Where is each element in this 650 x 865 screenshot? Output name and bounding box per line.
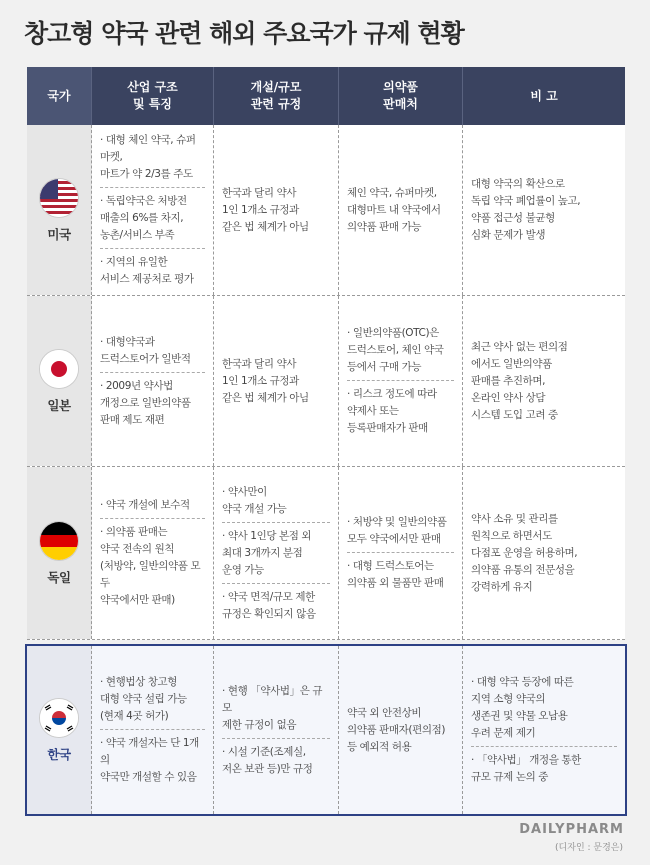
table-row-korea bbox=[25, 644, 627, 816]
list-item: · 시설 기준(조제실, 저온 보관 등)만 규정 bbox=[222, 745, 313, 775]
list-item: · 대형약국과 드럭스토어가 일반적 bbox=[100, 332, 205, 373]
table-row-germany bbox=[27, 467, 625, 640]
list-item: · 리스크 정도에 따라 약제사 또는 등록판매자가 판매 bbox=[347, 388, 437, 434]
country-cell bbox=[27, 646, 92, 814]
table-header bbox=[27, 67, 625, 125]
list-item: · 2009년 약사법 개정으로 일반의약품 판매 제도 재편 bbox=[100, 379, 191, 426]
opening-rules-cell bbox=[214, 296, 339, 466]
list-item: · 대형 드럭스토어는 의약품 외 물품만 판매 bbox=[347, 560, 444, 589]
country-name: 미국 bbox=[47, 226, 71, 242]
cell-text: 체인 약국, 슈퍼마켓, 대형마트 내 약국에서 의약품 판매 가능 bbox=[347, 186, 441, 233]
sellers-cell bbox=[339, 646, 463, 814]
sellers-cell bbox=[339, 296, 463, 466]
list-item: · 처방약 및 일반의약품 모두 약국에서만 판매 bbox=[347, 512, 454, 553]
sellers-cell bbox=[339, 125, 463, 295]
industry-structure-cell bbox=[92, 467, 214, 639]
list-item: · 현행법상 창고형 대형 약국 설립 가능 (현재 4곳 허가) bbox=[100, 672, 205, 730]
list-item: · 대형 약국 등장에 따른 지역 소형 약국의 생존권 및 약물 오남용 우려 문제 제기 bbox=[471, 672, 617, 747]
regulation-table bbox=[27, 67, 625, 816]
country-cell bbox=[27, 467, 92, 639]
cell-text: 최근 약사 없는 편의점 에서도 일반의약품 판매를 추진하며, 온라인 약사 상담 시스템 도입 고려 중 bbox=[471, 340, 568, 421]
dailypharm-logo: DAILYPHARM bbox=[519, 822, 624, 837]
industry-structure-cell bbox=[92, 646, 214, 814]
country-cell bbox=[27, 125, 92, 295]
list-item: · 일반의약품(OTC)은 드럭스토어, 체인 약국 등에서 구매 가능 bbox=[347, 323, 454, 381]
country-name: 일본 bbox=[47, 397, 71, 413]
list-item: · 지역의 유일한 서비스 제공처로 평가 bbox=[100, 256, 194, 285]
cell-text: 대형 약국의 확산으로 독립 약국 폐업률이 높고, 약품 접근성 불균형 심화 문제가 발생 bbox=[471, 178, 581, 241]
country-name: 독일 bbox=[47, 569, 71, 585]
list-item: · 현행 「약사법」은 규모 제한 규정이 없음 bbox=[222, 681, 330, 739]
list-item: · 약사만이 약국 개설 가능 bbox=[222, 482, 330, 523]
sellers-cell bbox=[339, 467, 463, 639]
cell-text: 한국과 달리 약사 1인 1개소 규정과 같은 법 체계가 아님 bbox=[222, 186, 309, 233]
table-row-usa bbox=[27, 125, 625, 296]
industry-structure-cell bbox=[92, 125, 214, 295]
opening-rules-cell bbox=[214, 125, 339, 295]
list-item: · 「약사법」 개정을 통한 규모 규제 논의 중 bbox=[471, 754, 581, 783]
design-credit: (디자인 : 문경은) bbox=[555, 843, 623, 853]
header-sellers: 의약품 판매처 bbox=[339, 67, 463, 125]
list-item: · 약국 면적/규모 제한 규정은 확인되지 않음 bbox=[222, 590, 316, 620]
list-item: · 약국 개설에 보수적 bbox=[100, 495, 205, 519]
us-flag-icon bbox=[39, 178, 79, 218]
page-title: 창고형 약국 관련 해외 주요국가 규제 현황 bbox=[24, 19, 464, 48]
notes-cell bbox=[463, 296, 625, 466]
header-country: 국가 bbox=[27, 67, 92, 125]
header-notes: 비 고 bbox=[530, 88, 558, 103]
country-name: 한국 bbox=[47, 746, 71, 762]
korea-flag-icon bbox=[39, 698, 79, 738]
header-industry-structure: 산업 구조 및 특징 bbox=[92, 67, 214, 125]
germany-flag-icon bbox=[39, 521, 79, 561]
list-item: · 대형 체인 약국, 슈퍼마켓, 마트가 약 2/3를 주도 bbox=[100, 130, 205, 188]
industry-structure-cell bbox=[92, 296, 214, 466]
notes-cell bbox=[463, 467, 625, 639]
japan-flag-icon bbox=[39, 349, 79, 389]
list-item: · 의약품 판매는 약국 전속의 원칙 (처방약, 일반의약품 모두 약국에서만 판매) bbox=[100, 526, 201, 606]
opening-rules-cell bbox=[214, 467, 339, 639]
country-cell bbox=[27, 296, 92, 466]
notes-cell bbox=[463, 646, 625, 814]
cell-text: 약국 외 안전상비 의약품 판매자(편의점) 등 예외적 허용 bbox=[347, 706, 446, 753]
cell-text: 한국과 달리 약사 1인 1개소 규정과 같은 법 체계가 아님 bbox=[222, 357, 309, 404]
list-item: · 독립약국은 처방전 매출의 6%를 차지, 농촌/서비스 부족 bbox=[100, 191, 205, 249]
notes-cell bbox=[463, 125, 625, 295]
header-opening-rules: 개설/규모 관련 규정 bbox=[214, 67, 339, 125]
opening-rules-cell bbox=[214, 646, 339, 814]
table-row-japan bbox=[27, 296, 625, 467]
list-item: · 약국 개설자는 단 1개의 약국만 개설할 수 있음 bbox=[100, 737, 199, 783]
list-item: · 약사 1인당 본점 외 최대 3개까지 분점 운영 가능 bbox=[222, 526, 330, 584]
cell-text: 약사 소유 및 관리를 원칙으로 하면서도 다점포 운영을 허용하며, 의약품 유통의 전문성을 강력하게 유지 bbox=[471, 512, 578, 593]
